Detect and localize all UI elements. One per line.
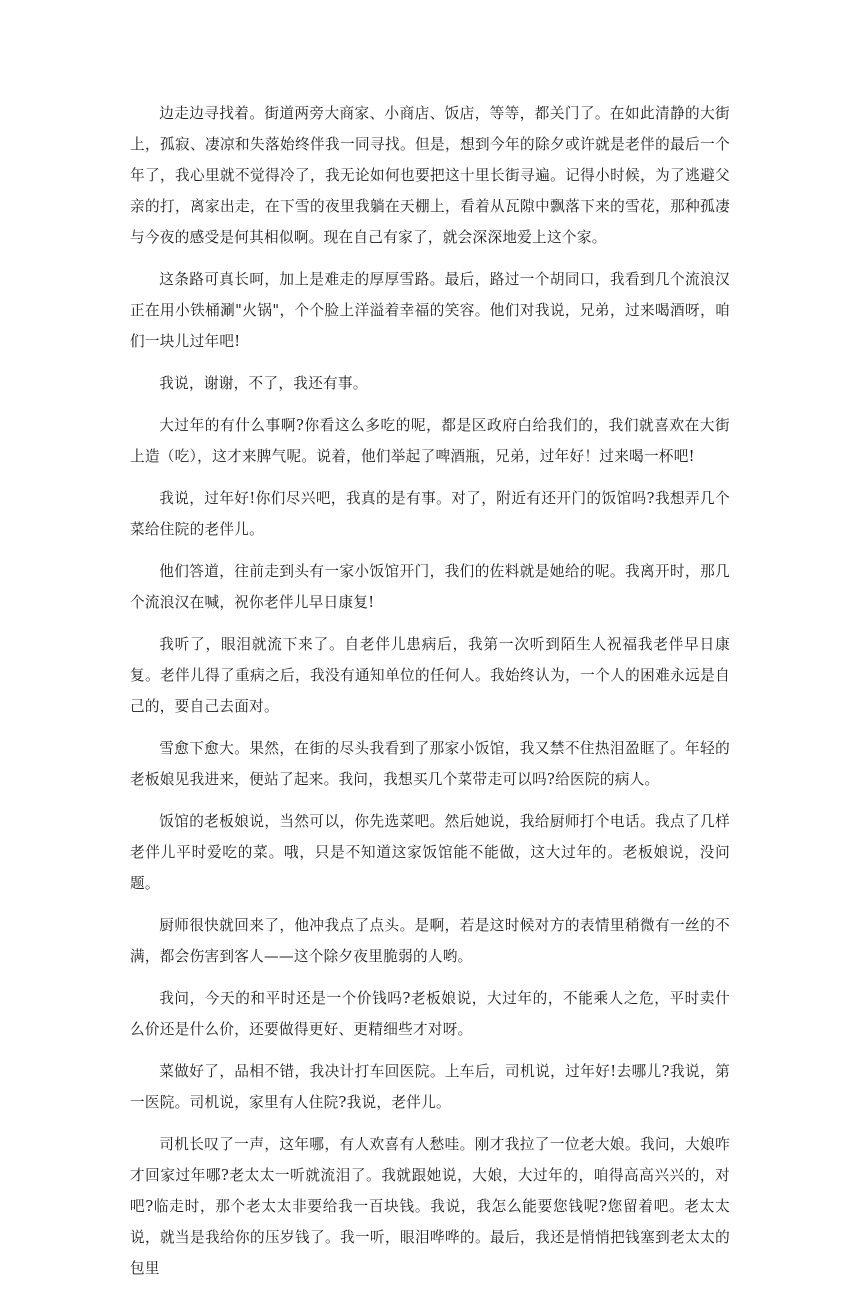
paragraph-12: 菜做好了，品相不错，我决计打车回医院。上车后，司机说，过年好!去哪儿?我说，第一医院。司机说，家里有人住院?我说，老伴儿。 xyxy=(130,1063,730,1111)
paragraph-13: 司机长叹了一声，这年哪，有人欢喜有人愁哇。刚才我拉了一位老大娘。我问，大娘咋才回家过年哪?老太太一听就流泪了。我就跟她说，大娘，大过年的，咱得高高兴兴的，对吧?临走时，那个老太太非要给我一百块钱。我说，我怎么能要您钱呢?您留着吧。老太太说，就当是我给你的压岁钱了。我一听，眼泪哗哗的。最后，我还是悄悄把钱塞到老太太的包里 xyxy=(130,1136,730,1277)
paragraph-11: 我问，今天的和平时还是一个价钱吗?老板娘说，大过年的，不能乘人之危，平时卖什么价还是什么价，还要做得更好、更精细些才对呀。 xyxy=(130,990,730,1038)
paragraph-9: 饭馆的老板娘说，当然可以，你先选菜吧。然后她说，我给厨师打个电话。我点了几样老伴儿平时爱吃的菜。哦，只是不知道这家饭馆能不能做，这大过年的。老板娘说，没问题。 xyxy=(130,813,730,892)
paragraph-3: 我说，谢谢，不了，我还有事。 xyxy=(159,375,368,392)
paragraph-6: 他们答道，往前走到头有一家小饭馆开门，我们的佐料就是她给的呢。我离开时，那几个流浪汉在喊，祝你老伴儿早日康复! xyxy=(130,563,730,611)
paragraph-10: 厨师很快就回来了，他冲我点了点头。是啊，若是这时候对方的表情里稍微有一丝的不满，都会伤害到客人——这个除夕夜里脆弱的人哟。 xyxy=(130,917,730,965)
paragraph-1: 边走边寻找着。街道两旁大商家、小商店、饭店，等等，都关门了。在如此清静的大街上，孤寂、凄凉和失落始终伴我一同寻找。但是，想到今年的除夕或许就是老伴的最后一个年了，我心里就不觉得冷了，我无论如何也要把这十里长街寻遍。记得小时候，为了逃避父亲的打，离家出走，在下雪的夜里我躺在天棚上，看着从瓦隙中飘落下来的雪花，那种孤凄与今夜的感受是何其相似啊。现在自己有家了，就会深深地爱上这个家。 xyxy=(130,105,730,246)
paragraph-4: 大过年的有什么事啊?你看这么多吃的呢，都是区政府白给我们的，我们就喜欢在大街上造（吃），这才来脾气呢。说着，他们举起了啤酒瓶，兄弟，过年好！过来喝一杯吧! xyxy=(130,417,730,465)
article-body xyxy=(130,98,730,1295)
paragraph-5: 我说，过年好!你们尽兴吧，我真的是有事。对了，附近有还开门的饭馆吗?我想弄几个菜给住院的老伴儿。 xyxy=(130,490,730,538)
paragraph-8: 雪愈下愈大。果然，在街的尽头我看到了那家小饭馆，我又禁不住热泪盈眶了。年轻的老板娘见我进来，便站了起来。我问，我想买几个菜带走可以吗?给医院的病人。 xyxy=(130,740,730,788)
paragraph-7: 我听了，眼泪就流下来了。自老伴儿患病后，我第一次听到陌生人祝福我老伴早日康复。老伴儿得了重病之后，我没有通知单位的任何人。我始终认为，一个人的困难永远是自己的，要自己去面对。 xyxy=(130,636,730,715)
paragraph-2: 这条路可真长呵，加上是难走的厚厚雪路。最后，路过一个胡同口，我看到几个流浪汉正在用小铁桶涮"火锅"，个个脸上洋溢着幸福的笑容。他们对我说，兄弟，过来喝酒呀，咱们一块儿过年吧! xyxy=(130,271,730,350)
